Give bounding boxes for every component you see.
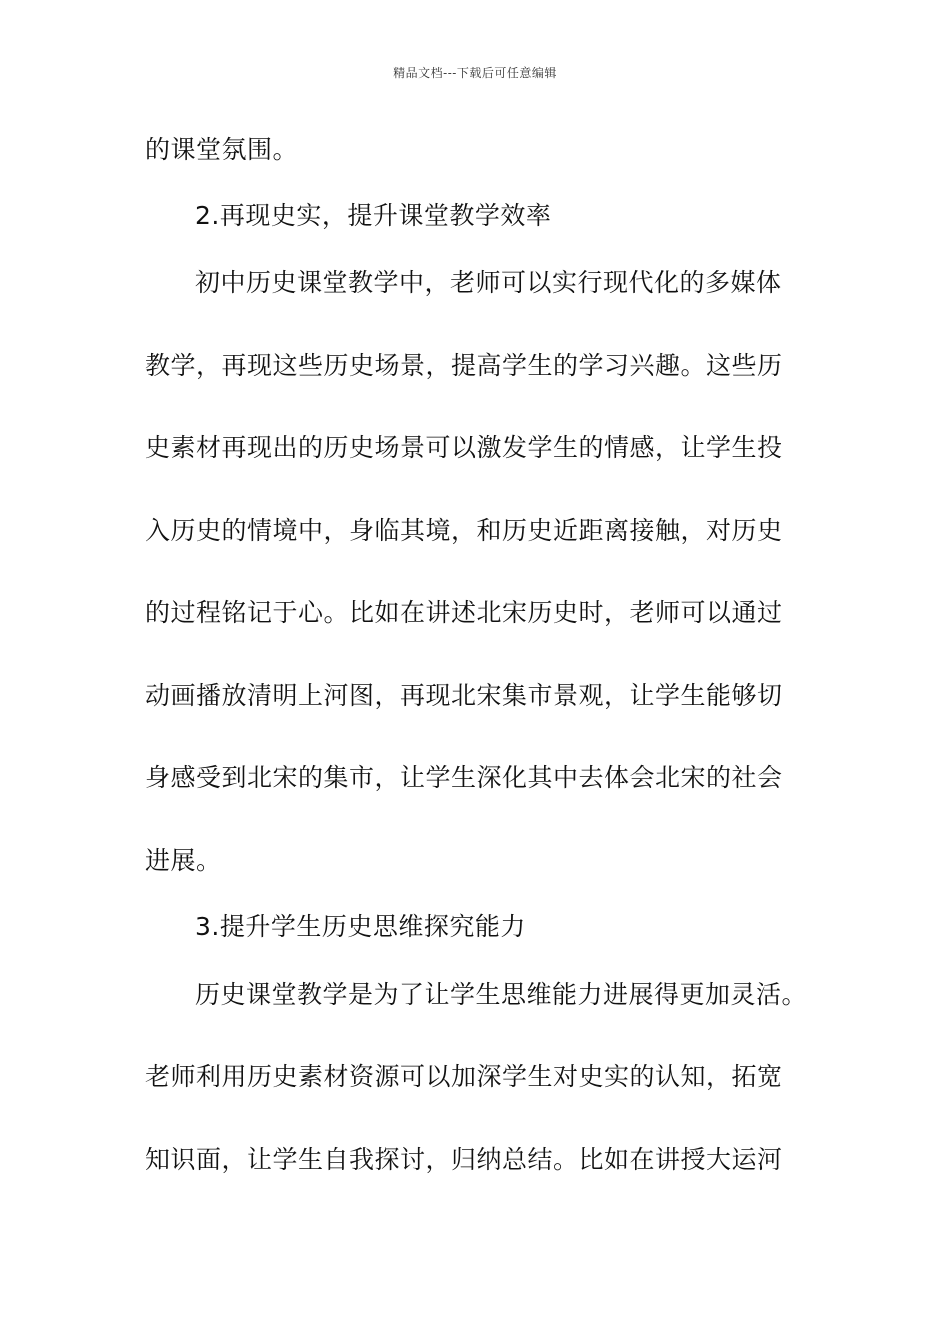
text-line: 的过程铭记于心。比如在讲述北宋历史时，老师可以通过	[145, 598, 783, 627]
text-line: 知识面，让学生自我探讨，归纳总结。比如在讲授大运河	[145, 1145, 783, 1174]
text-line: 入历史的情境中，身临其境，和历史近距离接触，对历史	[145, 516, 783, 545]
text-line: 的课堂氛围。	[145, 135, 299, 164]
text-line: 教学，再现这些历史场景，提高学生的学习兴趣。这些历	[145, 351, 783, 380]
section-heading: 3.提升学生历史思维探究能力	[195, 912, 526, 941]
text-line: 老师利用历史素材资源可以加深学生对史实的认知，拓宽	[145, 1062, 783, 1091]
paragraph-first-line: 初中历史课堂教学中，老师可以实行现代化的多媒体	[195, 268, 782, 297]
text-line: 史素材再现出的历史场景可以激发学生的情感，让学生投	[145, 433, 783, 462]
text-line: 进展。	[145, 846, 222, 875]
page-header: 精品文档---下载后可任意编辑	[393, 66, 557, 80]
text-line: 动画播放清明上河图，再现北宋集市景观，让学生能够切	[145, 681, 783, 710]
text-line: 身感受到北宋的集市，让学生深化其中去体会北宋的社会	[145, 763, 783, 792]
paragraph-first-line: 历史课堂教学是为了让学生思维能力进展得更加灵活。	[195, 980, 808, 1009]
section-heading: 2.再现史实，提升课堂教学效率	[195, 201, 552, 230]
